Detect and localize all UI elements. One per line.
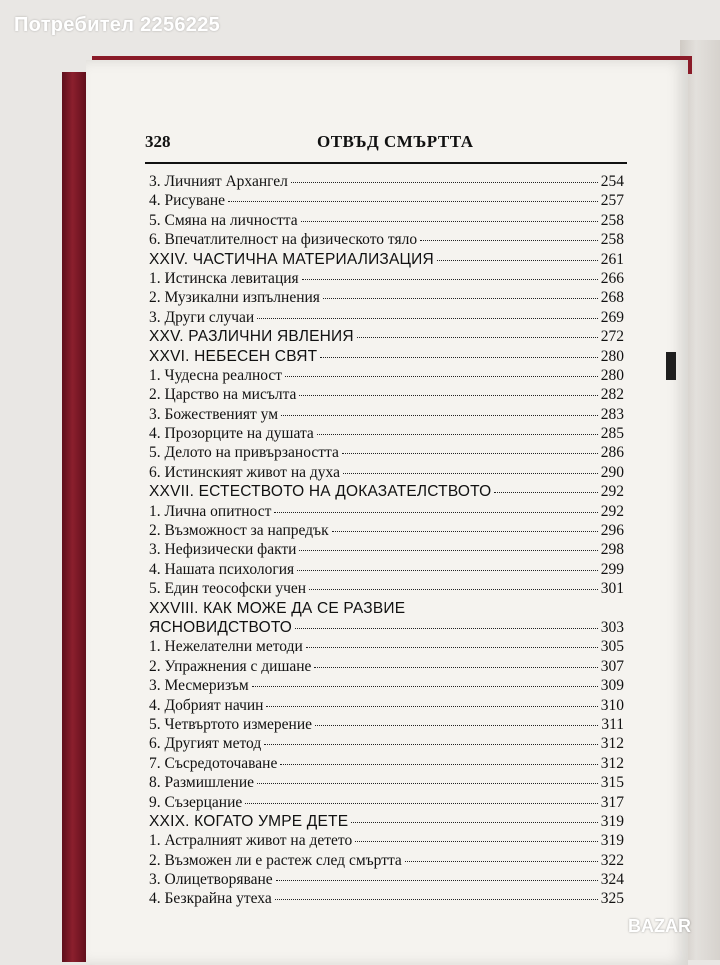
toc-leader-dots <box>314 667 597 668</box>
toc-page-number: 266 <box>600 269 624 287</box>
toc-leader-dots <box>274 512 597 513</box>
toc-page-number: 282 <box>600 386 624 404</box>
toc-entry-row <box>149 852 624 871</box>
toc-chapter-row <box>149 348 624 367</box>
toc-page-number: 280 <box>600 366 624 384</box>
toc-leader-dots <box>351 822 598 823</box>
toc-entry-row <box>149 890 624 909</box>
toc-page-number: 257 <box>600 192 624 210</box>
toc-page-number: 254 <box>600 173 624 190</box>
toc-entry-title: 1. Истинска левитация <box>149 269 299 287</box>
toc-leader-dots <box>494 492 597 493</box>
toc-page-number: 301 <box>600 580 624 598</box>
toc-entry-row <box>149 231 624 250</box>
toc-leader-dots <box>299 395 597 396</box>
running-title: ОТВЪД СМЪРТТА <box>317 132 474 151</box>
toc-entry-row <box>149 425 624 444</box>
toc-page-number: 285 <box>600 425 624 443</box>
toc-leader-dots <box>285 376 598 377</box>
toc-leader-dots <box>228 201 598 202</box>
header-rule <box>145 162 627 164</box>
toc-entry-title: 1. Лична опитност <box>149 502 272 520</box>
toc-leader-dots <box>257 318 598 319</box>
toc-chapter-row <box>149 619 624 638</box>
toc-page-number: 319 <box>600 812 624 830</box>
toc-page-number: 283 <box>600 405 624 423</box>
toc-entry-title: 6. Истинският живот на духа <box>149 463 340 481</box>
toc-leader-dots <box>280 764 597 765</box>
toc-entry-row <box>149 638 624 657</box>
toc-entry-title: 6. Впечатлителност на физическото тяло <box>149 231 418 249</box>
toc-leader-dots <box>299 550 597 551</box>
toc-entry-row <box>149 580 624 599</box>
toc-page-number: 322 <box>600 851 624 869</box>
toc-page-number: 296 <box>600 522 624 540</box>
toc-entry-title: XXIV. ЧАСТИЧНА МАТЕРИАЛИЗАЦИЯ <box>149 250 434 268</box>
toc-entry-row <box>149 541 624 560</box>
page-tab-marker <box>666 352 676 380</box>
toc-entry-title: 1. Нежелателни методи <box>149 638 303 656</box>
toc-entry-title: XXIX. КОГАТО УМРЕ ДЕТЕ <box>149 812 349 830</box>
toc-page-number: 272 <box>600 328 624 346</box>
toc-entry-row <box>149 192 624 211</box>
toc-entry-title: 4. Безкрайна утеха <box>149 890 272 908</box>
toc-entry-title: 1. Чудесна реалност <box>149 366 283 384</box>
toc-page-number: 311 <box>601 715 624 733</box>
toc-leader-dots <box>276 880 598 881</box>
toc-entry-title: 3. Личният Архангел <box>149 173 288 190</box>
toc-entry-title: 2. Упражнения с дишане <box>149 657 312 675</box>
toc-entry-title: 4. Рисуване <box>149 192 226 210</box>
toc-leader-dots <box>306 647 598 648</box>
toc-leader-dots <box>405 861 598 862</box>
toc-entry-row <box>149 735 624 754</box>
toc-page-number: 280 <box>600 347 624 365</box>
toc-page-number: 268 <box>600 289 624 307</box>
toc-entry-title: XXVI. НЕБЕСЕН СВЯТ <box>149 347 318 365</box>
toc-page-number: 317 <box>600 793 624 811</box>
toc-page-number: 258 <box>600 231 624 249</box>
toc-entry-row <box>149 289 624 308</box>
toc-entry-title: 3. Божественият ум <box>149 405 279 423</box>
toc-entry-row <box>149 444 624 463</box>
toc-entry-title: 6. Другият метод <box>149 735 262 753</box>
toc-entry-title: 3. Други случаи <box>149 308 255 326</box>
toc-entry-title: 4. Прозорците на душата <box>149 425 314 443</box>
toc-page-number: 309 <box>600 677 624 695</box>
toc-entry-row <box>149 677 624 696</box>
toc-leader-dots <box>355 841 598 842</box>
toc-entry-title: 5. Смяна на личността <box>149 211 298 229</box>
toc-entry-row <box>149 774 624 793</box>
toc-entry-row <box>149 561 624 580</box>
toc-entry-row <box>149 503 624 522</box>
toc-entry-row <box>149 309 624 328</box>
toc-leader-dots <box>437 260 598 261</box>
toc-entry-title: 2. Царство на мисълта <box>149 386 297 404</box>
toc-page-number: 319 <box>600 832 624 850</box>
toc-leader-dots <box>281 415 598 416</box>
toc-entry-title: 1. Астралният живот на детето <box>149 832 353 850</box>
toc-leader-dots <box>264 744 598 745</box>
toc-leader-dots <box>257 783 598 784</box>
toc-entry-row <box>149 270 624 289</box>
toc-page-number: 312 <box>600 754 624 772</box>
toc-leader-dots <box>315 725 598 726</box>
toc-page-number: 298 <box>600 541 624 559</box>
toc-page-number: 310 <box>600 696 624 714</box>
toc-leader-dots <box>357 337 598 338</box>
toc-page-number: 292 <box>600 483 624 501</box>
toc-leader-dots <box>275 899 598 900</box>
table-of-contents <box>149 173 624 910</box>
toc-leader-dots <box>343 473 598 474</box>
toc-entry-row <box>149 716 624 735</box>
toc-leader-dots <box>323 298 598 299</box>
toc-entry-title: XXV. РАЗЛИЧНИ ЯВЛЕНИЯ <box>149 328 354 346</box>
toc-chapter-row <box>149 251 624 270</box>
toc-entry-row <box>149 173 624 192</box>
toc-page-number: 299 <box>600 560 624 578</box>
toc-chapter-row <box>149 328 624 347</box>
bazar-logo: BAZAR <box>628 916 691 936</box>
toc-entry-row <box>149 794 624 813</box>
toc-entry-title: 3. Олицетворяване <box>149 871 273 889</box>
toc-entry-title: 4. Нашата психология <box>149 560 295 578</box>
toc-entry-row <box>149 406 624 425</box>
toc-entry-title: XXVII. ЕСТЕСТВОТО НА ДОКАЗАТЕЛСТВОТО <box>149 483 492 501</box>
toc-page-number: 269 <box>600 308 624 326</box>
toc-entry-title: 9. Съзерцание <box>149 793 243 811</box>
toc-entry-row <box>149 464 624 483</box>
toc-entry-title: 5. Един теософски учен <box>149 580 307 598</box>
toc-page-number: 292 <box>600 502 624 520</box>
toc-chapter-row <box>149 483 624 502</box>
toc-page-number: 307 <box>600 657 624 675</box>
toc-entry-title: 3. Месмеризъм <box>149 677 249 695</box>
toc-leader-dots <box>291 182 598 183</box>
toc-chapter-row <box>149 813 624 832</box>
toc-entry-row <box>149 386 624 405</box>
toc-entry-title: 4. Добрият начин <box>149 696 264 714</box>
toc-entry-title: 2. Възможен ли е растеж след смъртта <box>149 851 402 869</box>
toc-page-number: 261 <box>600 250 624 268</box>
toc-leader-dots <box>301 221 598 222</box>
toc-page-number: 286 <box>600 444 624 462</box>
toc-leader-dots <box>297 570 598 571</box>
toc-entry-title: 2. Възможност за напредък <box>149 522 329 540</box>
toc-page-number: 303 <box>600 618 624 636</box>
toc-leader-dots <box>420 240 598 241</box>
user-watermark: Потребител 2256225 <box>14 14 221 36</box>
toc-chapter-row <box>149 600 624 619</box>
toc-leader-dots <box>295 628 598 629</box>
toc-entry-title: 2. Музикални изпълнения <box>149 289 320 307</box>
toc-leader-dots <box>320 357 597 358</box>
toc-page-number: 325 <box>600 890 624 908</box>
toc-page-number: 315 <box>600 774 624 792</box>
toc-leader-dots <box>332 531 598 532</box>
toc-page-number: 312 <box>600 735 624 753</box>
toc-entry-row <box>149 658 624 677</box>
toc-entry-title: 8. Размишление <box>149 774 255 792</box>
toc-leader-dots <box>266 706 597 707</box>
toc-entry-row <box>149 522 624 541</box>
toc-entry-title: 5. Четвъртото измерение <box>149 715 313 733</box>
toc-leader-dots <box>342 453 598 454</box>
toc-leader-dots <box>252 686 598 687</box>
toc-entry-row <box>149 871 624 890</box>
toc-entry-row <box>149 697 624 716</box>
toc-entry-row <box>149 367 624 386</box>
page-header <box>145 132 627 158</box>
toc-entry-title: XXVIII. КАК МОЖЕ ДА СЕ РАЗВИЕ <box>149 599 406 617</box>
page-number: 328 <box>145 132 171 151</box>
toc-page-number: 258 <box>600 211 624 229</box>
toc-leader-dots <box>245 803 598 804</box>
toc-leader-dots <box>317 434 598 435</box>
toc-entry-row <box>149 755 624 774</box>
toc-leader-dots <box>309 589 598 590</box>
toc-entry-title: 3. Нефизически факти <box>149 541 297 559</box>
toc-leader-dots <box>302 279 598 280</box>
toc-page-number: 305 <box>600 638 624 656</box>
toc-entry-row <box>149 212 624 231</box>
toc-entry-title: 5. Делото на привързаността <box>149 444 339 462</box>
toc-entry-title: ЯСНОВИДСТВОТО <box>149 618 293 636</box>
toc-entry-title: 7. Съсредоточаване <box>149 754 278 772</box>
toc-page-number: 324 <box>600 871 624 889</box>
toc-entry-row <box>149 832 624 851</box>
toc-page-number: 290 <box>600 463 624 481</box>
